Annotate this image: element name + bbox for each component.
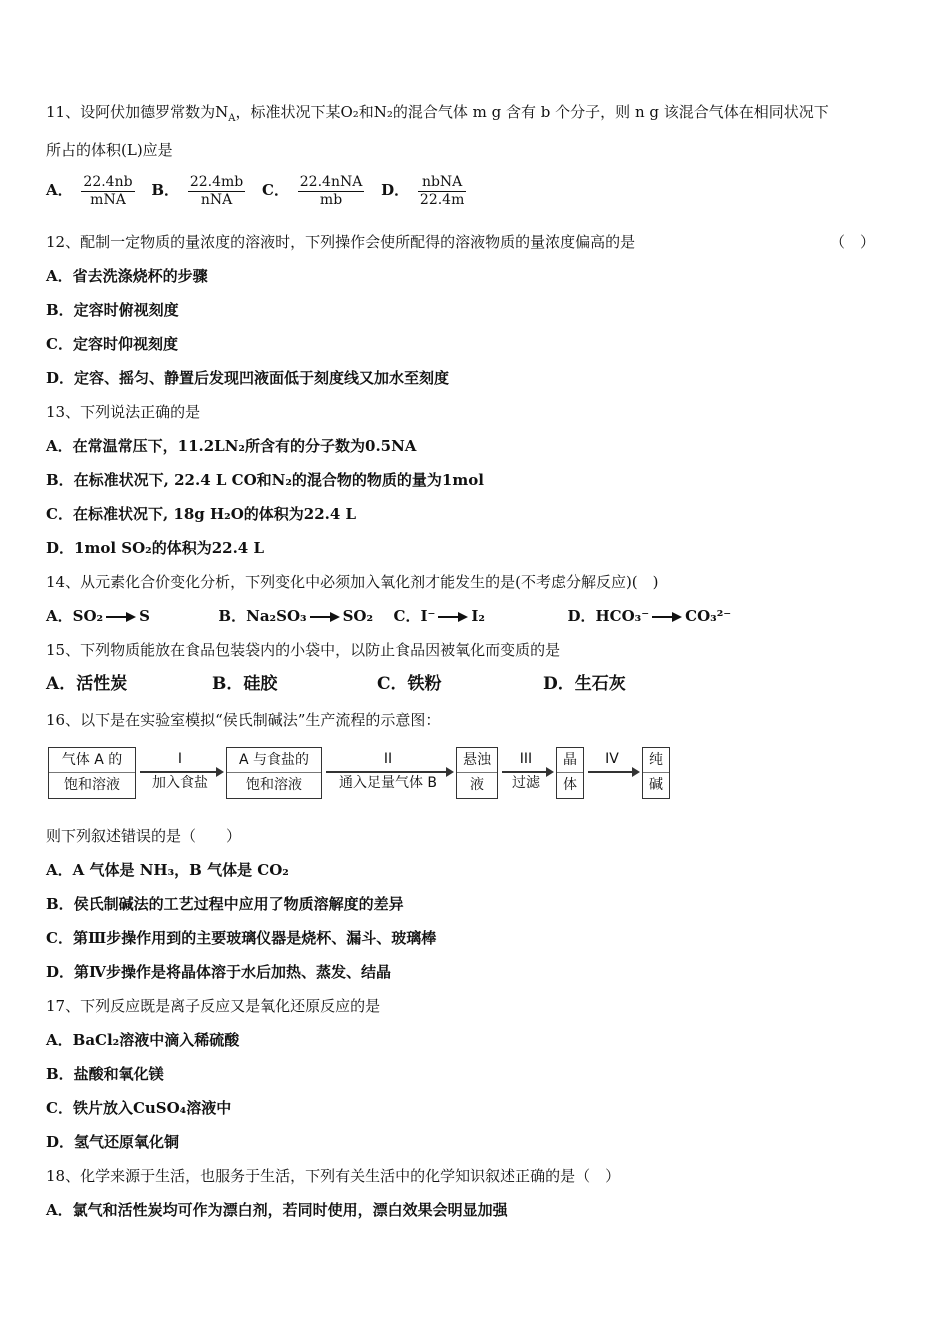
- q12-option-d: D．定容、摇匀、静置后发现凹液面低于刻度线又加水至刻度: [46, 369, 450, 387]
- arrow-icon: [502, 771, 552, 773]
- q14-option-a: A．SO₂ S: [46, 607, 150, 625]
- q18-option-a: A．氯气和活性炭均可作为漂白剂，若同时使用，漂白效果会明显加强: [46, 1201, 508, 1219]
- q12-stem: 12、配制一定物质的量浓度的溶液时，下列操作会使所配得的溶液物质的量浓度偏高的是: [46, 233, 636, 251]
- q14-option-d: D．HCO₃⁻ CO₃²⁻: [567, 607, 732, 625]
- flow-box-suspension: 悬浊 液: [456, 747, 498, 799]
- q17-option-c: C．铁片放入CuSO₄溶液中: [46, 1099, 232, 1117]
- q16-option-a: A．A 气体是 NH₃，B 气体是 CO₂: [46, 861, 289, 879]
- right-arrow-icon: [106, 612, 136, 622]
- q11-option-d-fraction: $\frac{\text{nbNA}}{22.4m}$: [419, 173, 465, 208]
- q17-option-b: B．盐酸和氧化镁: [46, 1065, 164, 1083]
- q12-option-b: B．定容时俯视刻度: [46, 301, 179, 319]
- flow-step-4: IV: [584, 747, 640, 797]
- q11-stem-line1: 11、设阿伏加德罗常数为$N_A$，标准状况下某O₂和N₂的混合气体 m g 含有 b 个分子，则 n g 该混合气体在相同状况下: [46, 103, 829, 124]
- q14-option-c: C．I⁻ I₂: [393, 607, 485, 625]
- q12-option-a: A．省去洗涤烧杯的步骤: [46, 267, 208, 285]
- q17-option-d: D．氢气还原氧化铜: [46, 1133, 180, 1151]
- q11-stem-line2: 所占的体积(L)应是: [46, 141, 173, 159]
- flow-step-1: I 加入食盐: [136, 747, 224, 797]
- flow-box-soda-ash: 纯 碱: [642, 747, 670, 799]
- right-arrow-icon: [652, 612, 682, 622]
- right-arrow-icon: [310, 612, 340, 622]
- q16-followup: 则下列叙述错误的是（ ）: [46, 827, 242, 845]
- q15-option-d: D．生石灰: [543, 674, 626, 694]
- q15-stem: 15、下列物质能放在食品包装袋内的小袋中，以防止食品因被氧化而变质的是: [46, 641, 561, 659]
- q13-option-b: B．在标准状况下, 22.4 L CO和N₂的混合物的物质的量为1mol: [46, 471, 484, 489]
- flow-box-salt-solution: A 与食盐的 饱和溶液: [226, 747, 322, 799]
- q11-options: [46, 170, 470, 210]
- q16-option-d: D．第Ⅳ步操作是将晶体溶于水后加热、蒸发、结晶: [46, 963, 392, 981]
- right-arrow-icon: [438, 612, 468, 622]
- q16-stem: 16、以下是在实验室模拟“侯氏制碱法”生产流程的示意图：: [46, 711, 441, 729]
- q14-stem: 14、从元素化合价变化分析，下列变化中必须加入氧化剂才能发生的是(不考虑分解反应)( ): [46, 573, 659, 591]
- q13-stem: 13、下列说法正确的是: [46, 403, 201, 421]
- q11-option-b-fraction: $\frac{22.4mb}{\text{nNA}}$: [189, 173, 244, 208]
- flow-step-3: III 过滤: [498, 747, 554, 797]
- q13-option-a: A．在常温常压下，11.2LN₂所含有的分子数为0.5NA: [46, 437, 417, 455]
- q13-option-d: D．1mol SO₂的体积为22.4 L: [46, 539, 265, 557]
- flow-step-2: II 通入足量气体 B: [322, 747, 454, 797]
- q11-option-c-fraction: $\frac{\text{22.4nNA}}{mb}$: [299, 173, 363, 208]
- q11-option-a-fraction: $\frac{22.4nb}{\text{mNA}}$: [83, 173, 133, 208]
- q15-option-a: A．活性炭: [46, 674, 128, 694]
- flow-box-gas-a-solution: 气体 A 的 饱和溶液: [48, 747, 136, 799]
- q11-option-c-label: C．: [262, 181, 289, 199]
- q17-stem: 17、下列反应既是离子反应又是氧化还原反应的是: [46, 997, 381, 1015]
- q16-option-b: B．侯氏制碱法的工艺过程中应用了物质溶解度的差异: [46, 895, 404, 913]
- arrow-icon: [140, 771, 222, 773]
- q12-answer-paren: （ ）: [830, 233, 876, 251]
- q14-options: [46, 606, 731, 626]
- q11-option-a-label: A．: [46, 181, 73, 199]
- arrow-icon: [326, 771, 452, 773]
- q16-option-c: C．第Ⅲ步操作用到的主要玻璃仪器是烧杯、漏斗、玻璃棒: [46, 929, 437, 947]
- q13-option-c: C．在标准状况下, 18g H₂O的体积为22.4 L: [46, 505, 357, 523]
- q14-option-b: B．Na₂SO₃ SO₂: [218, 607, 374, 625]
- q11-option-b-label: B．: [151, 181, 180, 199]
- flow-box-crystal: 晶 体: [556, 747, 584, 799]
- q18-stem: 18、化学来源于生活，也服务于生活，下列有关生活中的化学知识叙述正确的是（ ）: [46, 1167, 621, 1185]
- q15-option-b: B．硅胶: [212, 674, 278, 694]
- q17-option-a: A．BaCl₂溶液中滴入稀硫酸: [46, 1031, 240, 1049]
- arrow-icon: [588, 771, 638, 773]
- q12-option-c: C．定容时仰视刻度: [46, 335, 178, 353]
- q11-option-d-label: D．: [381, 181, 410, 199]
- q15-option-c: C．铁粉: [377, 674, 442, 694]
